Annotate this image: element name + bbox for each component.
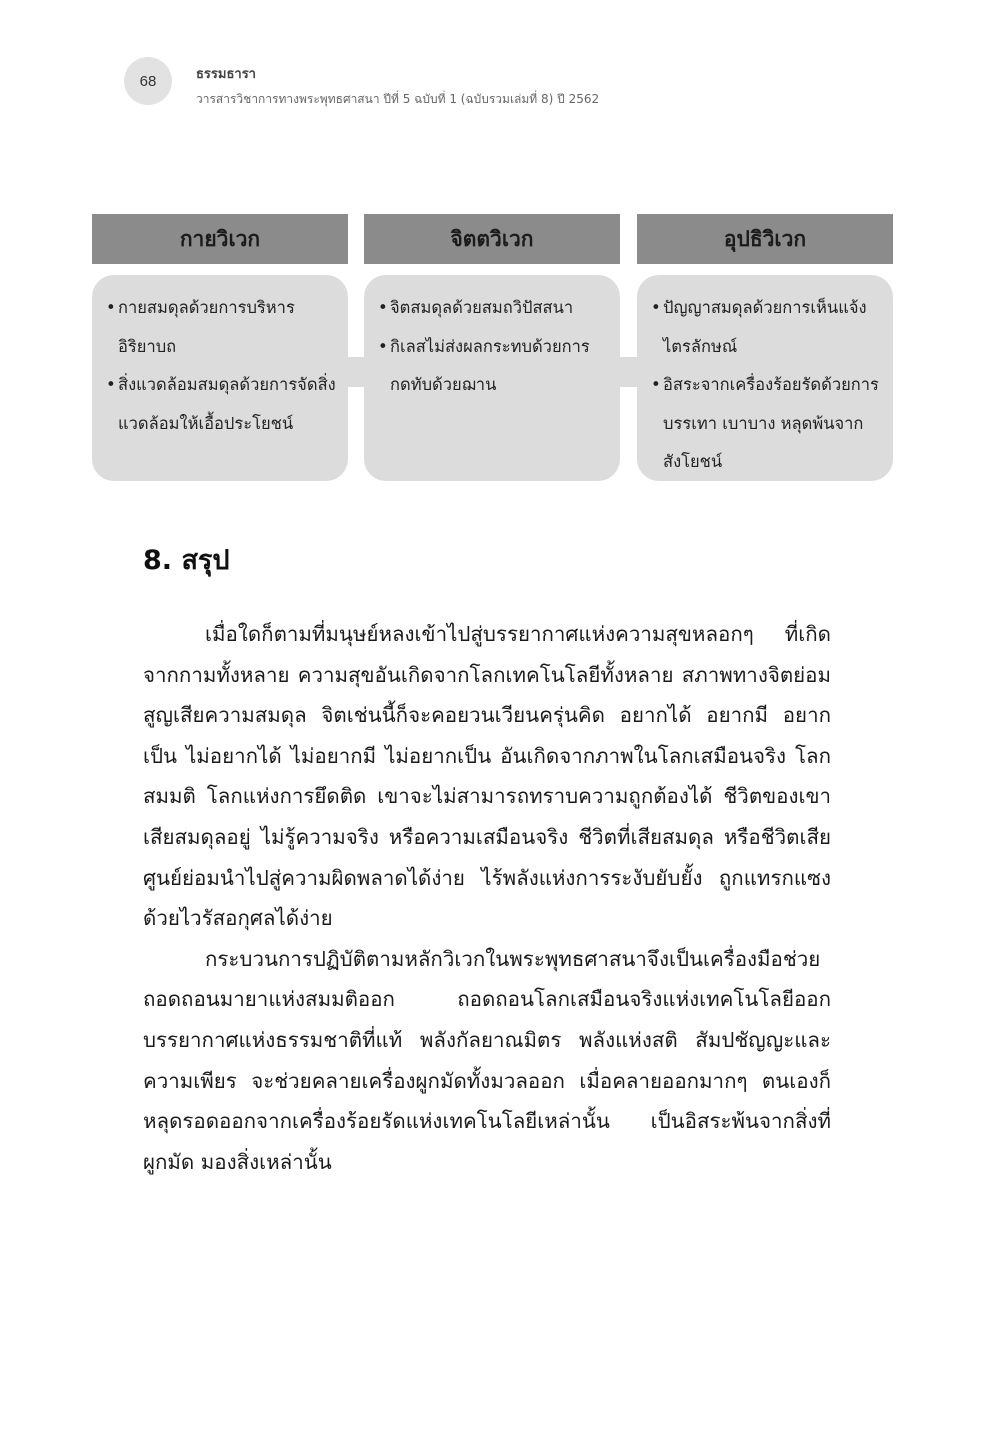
section-title: 8. สรุป xyxy=(143,545,230,576)
diagram-column-citta-viveka xyxy=(364,214,620,481)
column-body xyxy=(364,275,620,481)
body-text xyxy=(143,614,831,1182)
list-item: • อิสระจากเครื่องร้อยรัดด้วยการบรรเทา เบาบาง หลุดพ้นจากสังโยชน์ xyxy=(651,366,883,482)
column-heading: จิตตวิเวก xyxy=(364,214,620,264)
viveka-diagram xyxy=(92,214,895,484)
paragraph: กระบวนการปฏิบัติตามหลักวิเวกในพระพุทธศาสนาจึงเป็นเครื่องมือช่วยถอดถอนมายาแห่งสมมติออก ถอดถอนโลกเสมือนจริงแห่งเทคโนโลยีออก บรรยากาศแห่งธรรมชาติที่แท้ พลังกัลยาณมิตร พลังแห่งสติ สัมปชัญญะและความเพียร จะช่วยคลายเครื่องผูกมัดทั้งมวลออก เมื่อคลายออกมากๆ ตนเองก็หลุดรอดออกจากเครื่องร้อยรัดแห่งเทคโนโลยีเหล่านั้น เป็นอิสระพ้นจากสิ่งที่ผูกมัด มองสิ่งเหล่านั้น xyxy=(143,946,831,1174)
list-item: • จิตสมดุลด้วยสมถวิปัสสนา xyxy=(378,289,610,328)
running-header xyxy=(196,63,599,109)
paragraph: เมื่อใดก็ตามที่มนุษย์หลงเข้าไปสู่บรรยากาศแห่งความสุขหลอกๆ ที่เกิดจากกามทั้งหลาย ความสุขอันเกิดจากโลกเทคโนโลยีทั้งหลาย สภาพทางจิตย่อมสูญเสียความสมดุล จิตเช่นนี้ก็จะคอยวนเวียนครุ่นคิด อยากได้ อยากมี อยากเป็น ไม่อยากได้ ไม่อยากมี ไม่อยากเป็น อันเกิดจากภาพในโลกเสมือนจริง โลกสมมติ โลกแห่งการยึดติด เขาจะไม่สามารถทราบความถูกต้องได้ ชีวิตของเขาเสียสมดุลอยู่ ไม่รู้ความจริง หรือความเสมือนจริง ชีวิตที่เสียสมดุล หรือชีวิตเสียศูนย์ย่อมนำไปสู่ความผิดพลาดได้ง่าย ไร้พลังแห่งการระงับยับยั้ง ถูกแทรกแซงด้วยไวรัสอกุศลได้ง่าย xyxy=(143,622,831,931)
journal-subtitle: วารสารวิชาการทางพระพุทธศาสนา ปีที่ 5 ฉบับที่ 1 (ฉบับรวมเล่มที่ 8) ปี 2562 xyxy=(196,92,600,106)
list-item: • กิเลสไม่ส่งผลกระทบด้วยการกดทับด้วยฌาน xyxy=(378,328,610,405)
page-number: 68 xyxy=(124,57,172,105)
diagram-column-upadhi-viveka xyxy=(637,214,893,481)
column-body xyxy=(637,275,893,481)
column-heading: อุปธิวิเวก xyxy=(637,214,893,264)
diagram-column-kaya-viveka xyxy=(92,214,348,481)
list-item: • กายสมดุลด้วยการบริหารอิริยาบถ xyxy=(106,289,338,366)
list-item: • สิ่งแวดล้อมสมดุลด้วยการจัดสิ่งแวดล้อมให้เอื้อประโยชน์ xyxy=(106,366,338,443)
list-item: • ปัญญาสมดุลด้วยการเห็นแจ้งไตรลักษณ์ xyxy=(651,289,883,366)
journal-name: ธรรมธารา xyxy=(196,67,256,82)
column-heading: กายวิเวก xyxy=(92,214,348,264)
column-body xyxy=(92,275,348,481)
